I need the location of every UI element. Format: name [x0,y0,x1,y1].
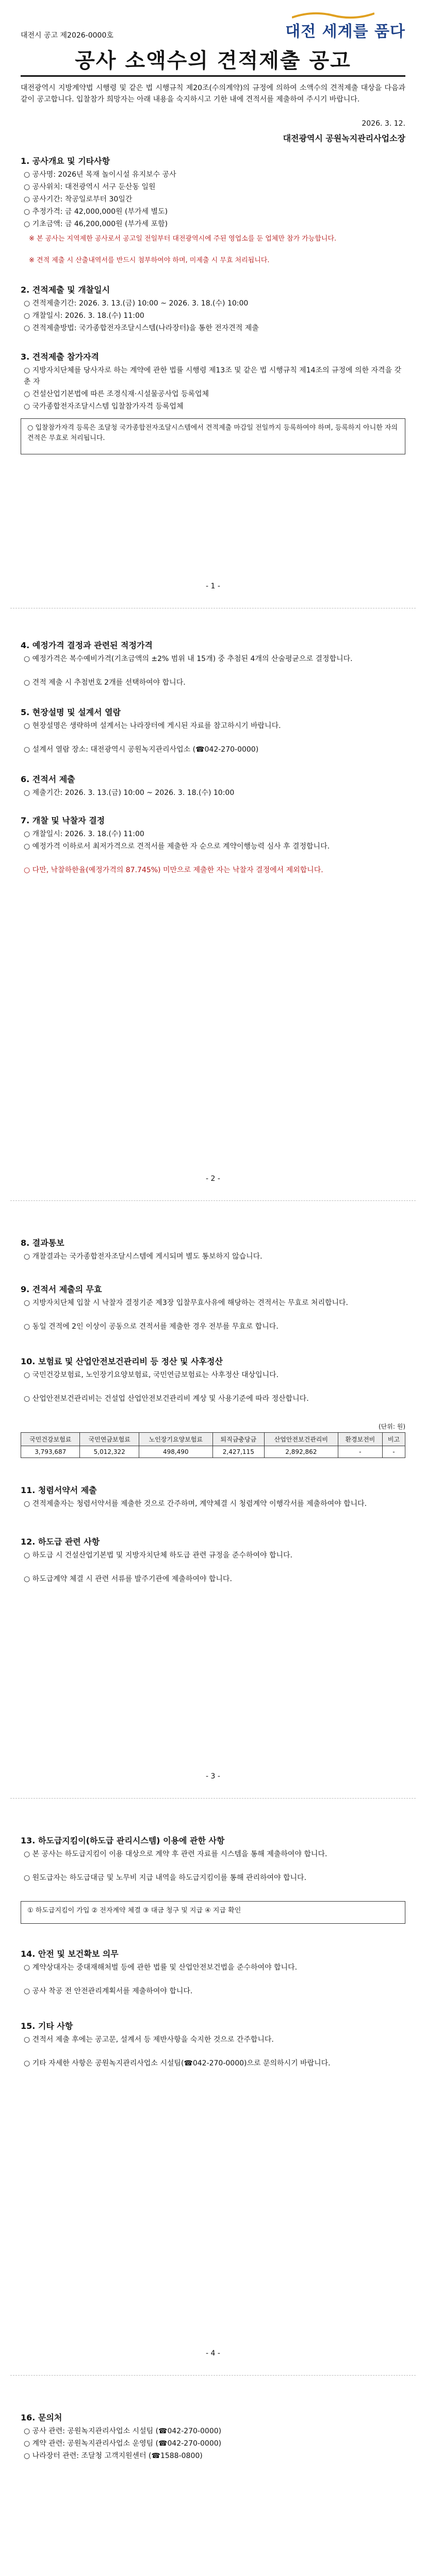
intro-text: 대전광역시 지방계약법 시행령 및 같은 법 시행규칙 제20조(수의계약)의 규정에 의하여 소액수의 견적제출 대상을 다음과 같이 공고합니다. 입찰참가 희망자는 아래 내용을 숙지하시고 기한 내에 견적서를 제출하여 주시기 바랍니다. [21,84,405,104]
page-number: - 4 - [206,2349,220,2358]
list-item: ○ 계약 관련: 공원녹지관리사업소 운영팀 (☎042-270-0000) [24,2439,222,2448]
section-heading: 9. 견적서 제출의 무효 [21,1284,102,1294]
section-heading: 10. 보험료 및 산업안전보건관리비 등 정산 및 사후정산 [21,1357,223,1366]
list-item: ○ 공사 착공 전 안전관리계획서를 제출하여야 합니다. [24,1987,193,1995]
list-item: ○ 예정가격 이하로서 최저가격으로 견적서를 제출한 자 순으로 계약이행능력 심사 후 결정합니다. [24,842,330,851]
list-item: ○ 기초금액: 금 46,200,000원 (부가세 포함) [24,220,168,228]
section-heading: 15. 기타 사항 [21,2021,73,2031]
page-divider [10,2375,416,2376]
brand-text: 대전 세계를 품다 [285,23,405,41]
list-item: ○ 견적서 제출 후에는 공고문, 설계서 등 제반사항을 숙지한 것으로 간주합니다. [24,2036,274,2044]
table-cell: 3,793,687 [21,1446,80,1458]
section-heading: 11. 청렴서약서 제출 [21,1485,97,1495]
page-divider [10,1200,416,1201]
table-cell: 2,892,862 [264,1446,338,1458]
list-item: ○ 견적제출자는 청렴서약서를 제출한 것으로 간주하며, 계약체결 시 청렴계약 이행각서를 제출하여야 합니다. [24,1500,367,1508]
list-item: ○ 건설산업기본법에 따른 조경식재·시설물공사업 등록업체 [24,390,209,398]
list-item: ○ 설계서 열람 장소: 대전광역시 공원녹지관리사업소 (☎042-270-0000) [24,745,259,754]
info-box: ○ 입찰참가자격 등록은 조달청 국가종합전자조달시스템에서 견적제출 마감일 전일까지 등록하여야 하며, 등록하지 아니한 자의 견적은 무효로 처리됩니다. [21,418,405,454]
list-item: ○ 견적 제출 시 추첨번호 2개를 선택하여야 합니다. [24,679,186,687]
section-heading: 4. 예정가격 결정과 관련된 적정가격 [21,640,153,650]
section-heading: 8. 결과통보 [21,1238,64,1248]
list-item: ○ 본 공사는 하도급지킴이 이용 대상으로 계약 후 관련 자료를 시스템을 통해 제출하여야 합니다. [24,1850,327,1858]
table-header: 비고 [382,1433,405,1446]
info-box: ① 하도급지킴이 가입 ② 전자계약 체결 ③ 대금 청구 및 지급 ④ 지급 확인 [21,1901,405,1924]
table-header: 국민건강보험료 [21,1433,80,1446]
title-rule [21,75,405,77]
list-item: ○ 견적제출방법: 국가종합전자조달시스템(나라장터)을 통한 전자견적 제출 [24,324,259,332]
list-item: ○ 산업안전보건관리비는 건설업 산업안전보건관리비 계상 및 사용기준에 따라 정산합니다. [24,1395,309,1403]
table-cell: - [382,1446,405,1458]
section-heading: 7. 개찰 및 낙찰자 결정 [21,816,105,825]
list-item: ○ 지방자치단체 입찰 시 낙찰자 결정기준 제3장 입찰무효사유에 해당하는 견적서는 무효로 처리합니다. [24,1299,349,1307]
table-cell: 2,427,115 [212,1446,264,1458]
page-divider [10,1798,416,1799]
list-item: ○ 지방자치단체를 당사자로 하는 계약에 관한 법률 시행령 제13조 및 같은 법 시행규칙 제14조의 규정에 의한 자격을 갖춘 자 [24,366,402,386]
list-item: ○ 공사기간: 착공일로부터 30일간 [24,195,133,204]
list-item: ○ 국가종합전자조달시스템 입찰참가자격 등록업체 [24,402,184,411]
list-item: ○ 나라장터 관련: 조달청 고객지원센터 (☎1588-0800) [24,2452,203,2460]
city-logo [282,10,405,41]
list-item: ○ 다만, 낙찰하한율(예정가격의 87.745%) 미만으로 제출한 자는 낙찰자 결정에서 제외합니다. [24,866,323,874]
section-heading: 2. 견적제출 및 개찰일시 [21,285,110,295]
section-heading: 5. 현장설명 및 설계서 열람 [21,707,121,717]
list-item: ○ 개찰일시: 2026. 3. 18.(수) 11:00 [24,312,144,320]
list-item: ○ 하도급계약 체결 시 관련 서류를 발주기관에 제출하여야 합니다. [24,1575,232,1583]
table-unit: (단위: 원) [379,1423,405,1430]
section-heading: 6. 견적서 제출 [21,774,75,784]
note-text: ※ 본 공사는 지역제한 공사로서 공고일 전일부터 대전광역시에 주된 영업소를 둔 업체만 참가 가능합니다. [29,235,337,243]
page-number: - 1 - [206,582,220,590]
list-item: ○ 개찰일시: 2026. 3. 18.(수) 11:00 [24,830,144,838]
list-item: ○ 견적제출기간: 2026. 3. 13.(금) 10:00 ~ 2026. 3. 18.(수) 10:00 [24,299,249,308]
page-number: - 2 - [206,1175,220,1183]
list-item: ○ 국민건강보험료, 노인장기요양보험료, 국민연금보험료는 사후정산 대상입니다. [24,1371,279,1379]
table-cell: - [338,1446,382,1458]
table-header: 국민연금보험료 [80,1433,139,1446]
page-title: 공사 소액수의 견적제출 공고 [75,49,351,73]
list-item: ○ 공사위치: 대전광역시 서구 둔산동 일원 [24,183,156,191]
issuing-org: 대전광역시 공원녹지관리사업소장 [283,133,405,143]
table-header: 퇴직금충당금 [212,1433,264,1446]
page-number: - 3 - [206,1772,220,1781]
section-heading: 14. 안전 및 보건확보 의무 [21,1949,119,1959]
list-item: ○ 하도급 시 건설산업기본법 및 지방자치단체 하도급 관련 규정을 준수하여야 합니다. [24,1551,292,1560]
list-item: ○ 공사 관련: 공원녹지관리사업소 시설팀 (☎042-270-0000) [24,2427,222,2435]
list-item: ○ 제출기간: 2026. 3. 13.(금) 10:00 ~ 2026. 3. 18.(수) 10:00 [24,789,235,797]
insurance-table [21,1432,405,1458]
table-header: 산업안전보건관리비 [264,1433,338,1446]
list-item: ○ 예정가격은 복수예비가격(기초금액의 ±2% 범위 내 15개) 중 추첨된 4개의 산술평균으로 결정합니다. [24,655,353,663]
notice-date: 2026. 3. 12. [362,120,405,128]
list-item: ○ 현장설명은 생략하며 설계서는 나라장터에 게시된 자료를 참고하시기 바랍니다. [24,722,281,730]
notice-number: 대전시 공고 제2026-0000호 [21,31,113,40]
table-header: 환경보전비 [338,1433,382,1446]
list-item: ○ 개찰결과는 국가종합전자조달시스템에 게시되며 별도 통보하지 않습니다. [24,1252,263,1261]
list-item: ○ 동일 견적에 2인 이상이 공동으로 견적서를 제출한 경우 전부를 무효로 합니다. [24,1323,278,1331]
note-text: ※ 견적 제출 시 산출내역서를 반드시 첨부하여야 하며, 미제출 시 무효 처리됩니다. [29,257,270,264]
section-heading: 13. 하도급지킴이(하도급 관리시스템) 이용에 관한 사항 [21,1836,225,1845]
list-item: ○ 원도급자는 하도급대금 및 노무비 지급 내역을 하도급지킴이를 통해 관리하여야 합니다. [24,1874,307,1882]
table-cell: 498,490 [139,1446,212,1458]
list-item: ○ 공사명: 2026년 목재 놀이시설 유지보수 공사 [24,171,176,179]
list-item: ○ 기타 자세한 사항은 공원녹지관리사업소 시설팀(☎042-270-0000)으로 문의하시기 바랍니다. [24,2059,331,2067]
list-item: ○ 추정가격: 금 42,000,000원 (부가세 별도) [24,208,168,216]
section-heading: 16. 문의처 [21,2413,62,2422]
section-heading: 12. 하도급 관련 사항 [21,1537,100,1547]
table-header: 노인장기요양보험료 [139,1433,212,1446]
table-cell: 5,012,322 [80,1446,139,1458]
table-header-row [21,1433,405,1446]
section-heading: 3. 견적제출 참가자격 [21,352,99,362]
table-row [21,1446,405,1458]
list-item: ○ 계약상대자는 중대재해처벌 등에 관한 법률 및 산업안전보건법을 준수하여야 합니다. [24,1963,298,1972]
section-heading: 1. 공사개요 및 기타사항 [21,156,110,166]
